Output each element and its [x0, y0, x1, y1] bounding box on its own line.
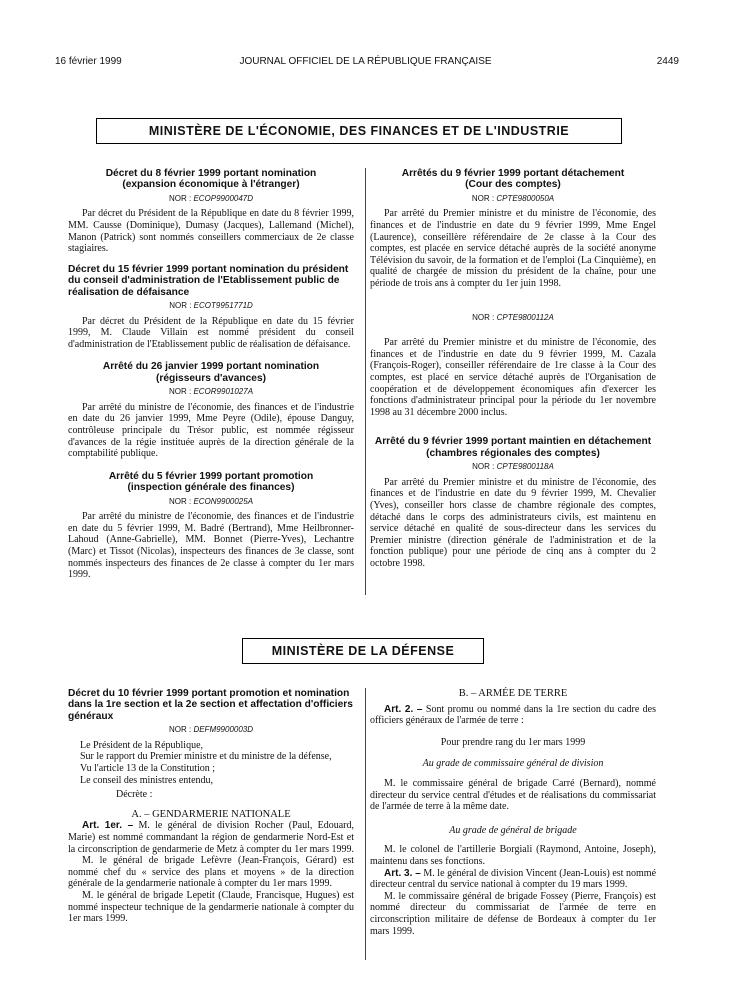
decree-title: Arrêté du 9 février 1999 portant maintien en détachement (chambres régionales des comptes)	[374, 436, 652, 459]
right-column-defense	[370, 688, 656, 937]
article-paragraph: M. le général de brigade Lefèvre (Jean-François, Gérard) est nommé chef du « service des plans et moyens » de la direction générale de la gendarmerie nationale à compter du 1er mars 1999.	[68, 855, 354, 890]
grade-heading: Au grade de commissaire général de division	[422, 758, 604, 770]
decree-body: Par décret du Président de la République en date du 8 février 1999, MM. Causse (Dominique), Dumasy (Jacques), Lallemand (Michel), Manon (Patrick) sont nommés conseillers commerciaux de 2e classe stagiaires.	[68, 208, 354, 255]
rank-date: Pour prendre rang du 1er mars 1999	[440, 736, 586, 748]
nor-reference: NOR : CPTE9800112A	[472, 312, 554, 322]
article-label: Art. 1er. –	[82, 820, 134, 832]
decree-body: Par décret du Président de la République en date du 15 février 1999, M. Claude Villain est nommé président du conseil d'administration de l'Etablissement public de réalisation de défaisance.	[68, 315, 354, 350]
decree-body: Par arrêté du ministre de l'économie, des finances et de l'industrie en date du 5 février 1999, M. Badré (Bertrand), Mme Heilbronner-Lahoud (Anne-Gabrielle), MM. Bonnet (Pierre-Yves), Lechantre (Marc) et Tissot (Nicolas), inspecteurs des finances de 3e classe, sont nommés inspecteurs des finances de 2e classe à compter du 1er mars 1999.	[68, 511, 354, 581]
nor-reference: NOR : ECON9900025A	[168, 496, 254, 506]
header-date: 16 février 1999	[55, 56, 122, 67]
preamble-line: Vu l'article 13 de la Constitution ;	[80, 763, 216, 774]
right-column-economie	[370, 168, 656, 569]
ministry-defense-banner: MINISTÈRE DE LA DÉFENSE	[242, 638, 484, 664]
header-page-number: 2449	[656, 56, 679, 67]
decree-title: Décret du 15 février 1999 portant nomination du président du conseil d'administration de l'Etablissement public de réalisation de défaisance	[68, 263, 349, 298]
nor-reference: NOR : DEFM9900003D	[168, 725, 254, 735]
article-text: Sont promu ou nommé dans la 1re section du cadre des officiers généraux de l'armée de terre :	[370, 703, 657, 727]
column-divider	[365, 688, 366, 960]
grade-text: M. le colonel de l'artillerie Borgiali (Raymond, Antoine, Joseph), maintenu dans ses fonctions.	[370, 844, 656, 867]
column-divider	[365, 168, 366, 595]
decree-title: Arrêtés du 9 février 1999 portant détachement (Cour des comptes)	[401, 168, 625, 191]
section-heading: B. – ARMÉE DE TERRE	[458, 688, 568, 699]
nor-reference: NOR : CPTE9800118A	[472, 462, 554, 472]
article-text: M. le général de division Vincent (Jean-Louis) est nommé directeur central du service national à compter du 19 mars 1999.	[370, 867, 657, 891]
preamble-line: Le Président de la République,	[80, 739, 204, 751]
article-text: M. le général de division Rocher (Paul, Edouard, Marie) est nommé commandant la région de gendarmerie Nord-Est et la circonscription de gendarmerie de Metz à compter du 1er mars 1999.	[68, 820, 355, 855]
left-column-defense	[68, 688, 354, 925]
decrete: Décrète :	[116, 789, 153, 801]
nor-reference: NOR : ECOT9951771D	[169, 301, 253, 310]
grade-heading: Au grade de général de brigade	[449, 824, 577, 836]
section-heading: A. – GENDARMERIE NATIONALE	[131, 808, 291, 820]
decree-title: Arrêté du 26 janvier 1999 portant nomination (régisseurs d'avances)	[102, 361, 320, 384]
decree-body: Par arrêté du Premier ministre et du ministre de l'économie, des finances et de l'industrie en date du 9 février 1999, M. Chevalier (Yves), conseiller hors classe de chambre régionale des comptes, détaché dans le corps des administrateurs civils, est maintenu en service détaché en qualité de sous-directeur dans les services du Premier ministre (direction générale de l'administration et de la fonction publique) pour une période de cinq ans à compter du 2 octobre 1998.	[370, 476, 656, 569]
nor-reference: NOR : ECOP9900047D	[168, 193, 254, 203]
article-paragraph: M. le commissaire général de brigade Fossey (Pierre, François) est nommé directeur du commissariat de l'armée de terre en circonscription militaire de défense de Bordeaux à compter du 1er mars 1999.	[370, 890, 656, 937]
grade-text: M. le commissaire général de brigade Carré (Bernard), nommé directeur du service central d'études et de réalisations du commissariat de l'armée de terre à la même date.	[370, 777, 656, 813]
decree-title: Décret du 10 février 1999 portant promotion et nomination dans la 1re section et la 2e section et affectation d'officiers généraux	[68, 688, 353, 722]
preamble-line: Le conseil des ministres entendu,	[80, 774, 214, 786]
preamble-line: Sur le rapport du Premier ministre et du ministre de la défense,	[80, 751, 332, 763]
left-column-economie	[68, 168, 354, 581]
decree-title: Décret du 8 février 1999 portant nomination (expansion économique à l'étranger)	[105, 168, 317, 191]
nor-reference: NOR : CPTE9800050A	[471, 193, 555, 203]
decree-title: Arrêté du 5 février 1999 portant promotion (inspection générale des finances)	[108, 470, 314, 494]
decree-body: Par arrêté du Premier ministre et du ministre de l'économie, des finances et de l'industrie en date du 9 février 1999, Mme Engel (Laurence), conseillère référendaire de 2e classe à la Cour des comptes, est placée en service détaché auprès de la société anonyme Télévision du savoir, de la formation et de l'emploi (La Cinquième), en qualité de chargée de mission du président de la chaîne, pour une période de trois ans à compter du 1er juin 1998.	[370, 208, 656, 289]
article-paragraph: M. le général de brigade Lepetit (Claude, Francisque, Hugues) est nommé inspecteur technique de la gendarmerie nationale à compter du 1er mars 1999.	[68, 889, 354, 925]
nor-reference: NOR : ECOR9901027A	[168, 387, 254, 397]
article-label: Art. 3. –	[384, 867, 421, 879]
ministry-economie-banner: MINISTÈRE DE L'ÉCONOMIE, DES FINANCES ET DE L'INDUSTRIE	[96, 118, 622, 144]
decree-body: Par arrêté du Premier ministre et du ministre de l'économie, des finances et de l'industrie en date du 9 février 1999, M. Cazala (François-Roger), conseiller référendaire de 1re classe à la Cour des comptes, est placé en service détaché auprès de l'Organisation de coopération et de développement économiques afin d'exercer les fonctions d'administrateur principal pour la période du 1er novembre 1998 au 31 décembre 2000 inclus.	[370, 337, 656, 418]
header-journal-title: JOURNAL OFFICIEL DE LA RÉPUBLIQUE FRANÇAISE	[239, 56, 492, 67]
decree-body: Par arrêté du ministre de l'économie, des finances et de l'industrie en date du 26 janvier 1999, Mme Peyre (Odile), épouse Danguy, contrôleuse principale du Trésor public, est nommée régisseur d'avances de la régie instituée auprès de la direction générale de la comptabilité publique.	[68, 401, 354, 460]
article-label: Art. 2. –	[384, 703, 423, 715]
